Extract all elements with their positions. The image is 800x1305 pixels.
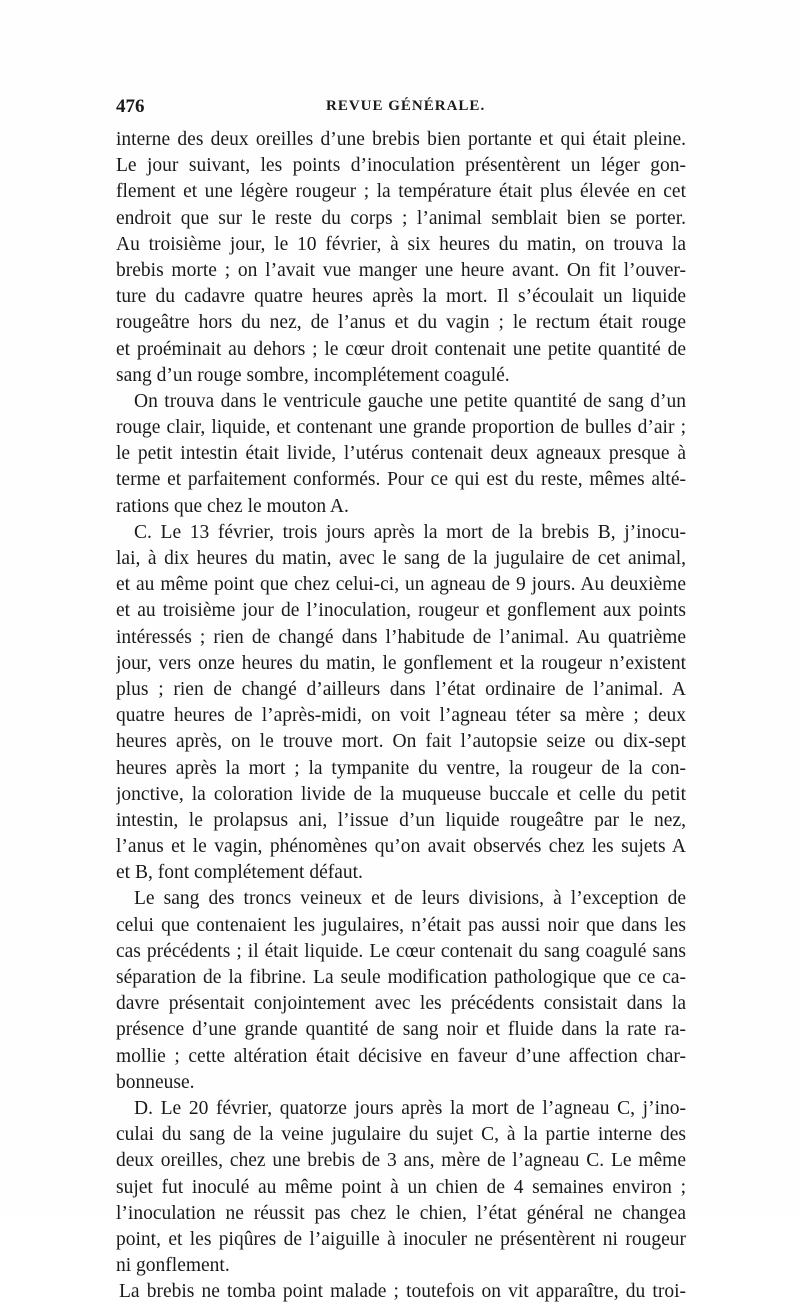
text-line: heures après la mort ; la tympanite du ventre, la rougeur de la con- bbox=[116, 757, 686, 779]
text-line: interne des deux oreilles d’une brebis bien portante et qui était pleine. bbox=[116, 129, 686, 150]
text-line: présence d’une grande quantité de sang noir et fluide dans la rate ra- bbox=[116, 1019, 686, 1041]
text-line: lai, à dix heures du matin, avec le sang de la jugulaire de cet animal, bbox=[116, 548, 686, 569]
page-number: 476 bbox=[116, 96, 145, 117]
text-line: Le sang des troncs veineux et de leurs divisions, à l’exception de bbox=[134, 888, 686, 910]
text-line: deux oreilles, chez une brebis de 3 ans, mère de l’agneau C. Le même bbox=[116, 1150, 686, 1172]
text-line: et B, font complétement défaut. bbox=[116, 862, 363, 884]
text-line: brebis morte ; on l’avait vue manger une heure avant. On fit l’ouver- bbox=[116, 259, 686, 281]
text-line: ni gonflement. bbox=[116, 1255, 230, 1277]
text-line: flement et une légère rougeur ; la température était plus élevée en cet bbox=[116, 181, 686, 203]
text-line: sang d’un rouge sombre, incomplétement coagulé. bbox=[116, 364, 510, 386]
text-line: Le jour suivant, les points d’inoculation présentèrent un léger gon- bbox=[116, 155, 686, 177]
running-head bbox=[116, 96, 686, 122]
text-line: mollie ; cette altération était décisive en faveur d’une affection char- bbox=[116, 1045, 686, 1067]
text-line: On trouva dans le ventricule gauche une petite quantité de sang d’un bbox=[134, 390, 686, 412]
text-line: rougeâtre hors du nez, de l’anus et du vagin ; le rectum était rouge bbox=[116, 312, 686, 334]
text-line: ture du cadavre quatre heures après la mort. Il s’écoulait un liquide bbox=[116, 286, 686, 308]
text-line: rouge clair, liquide, et contenant une grande proportion de bulles d’air ; bbox=[116, 417, 686, 439]
text-line: Au troisième jour, le 10 février, à six heures du matin, on trouva la bbox=[116, 233, 686, 255]
text-line: le petit intestin était livide, l’utérus contenait deux agneaux presque à bbox=[116, 443, 686, 465]
text-line: intéressés ; rien de changé dans l’habitude de l’animal. Au quatrième bbox=[116, 626, 686, 648]
text-line: culai du sang de la veine jugulaire du sujet C, à la partie interne des bbox=[116, 1124, 686, 1146]
text-line: point, et les piqûres de l’aiguille à inoculer ne présentèrent ni rougeur bbox=[116, 1228, 686, 1250]
text-line: terme et parfaitement conformés. Pour ce qui est du reste, mêmes alté- bbox=[116, 469, 686, 491]
text-line: et proéminait au dehors ; le cœur droit contenait une petite quantité de bbox=[116, 338, 686, 360]
text-line: jour, vers onze heures du matin, le gonflement et la rougeur n’existent bbox=[116, 652, 686, 674]
text-line: La brebis ne tomba point malade ; toutefois on vit apparaître, du troi- bbox=[119, 1281, 686, 1303]
body-text bbox=[116, 127, 686, 1305]
text-line: rations que chez le mouton A. bbox=[116, 495, 349, 517]
text-line: bonneuse. bbox=[116, 1071, 195, 1093]
text-line: sujet fut inoculé au même point à un chien de 4 semaines environ ; bbox=[116, 1176, 686, 1198]
text-line: l’anus et le vagin, phénomènes qu’on avait observés chez les sujets A bbox=[116, 836, 686, 858]
text-line: plus ; rien de changé d’ailleurs dans l’état ordinaire de l’animal. A bbox=[116, 678, 686, 700]
text-line: et au même point que chez celui-ci, un agneau de 9 jours. Au deuxième bbox=[116, 574, 686, 596]
text-line: quatre heures de l’après-midi, on voit l’agneau téter sa mère ; deux bbox=[116, 705, 686, 727]
text-line: intestin, le prolapsus ani, l’issue d’un liquide rougeâtre par le nez, bbox=[116, 809, 686, 831]
text-line: heures après, on le trouve mort. On fait l’autopsie seize ou dix-sept bbox=[116, 731, 686, 753]
text-line: séparation de la fibrine. La seule modification pathologique que ce ca- bbox=[116, 967, 686, 988]
text-line: C. Le 13 février, trois jours après la mort de la brebis B, j’inocu- bbox=[134, 521, 686, 543]
text-line: cas précédents ; il était liquide. Le cœur contenait du sang coagulé sans bbox=[116, 940, 686, 962]
text-line: davre présentait conjointement avec les précédents consistait dans la bbox=[116, 993, 686, 1015]
text-line: et au troisième jour de l’inoculation, rougeur et gonflement aux points bbox=[116, 600, 686, 622]
text-line: D. Le 20 février, quatorze jours après la mort de l’agneau C, j’ino- bbox=[134, 1097, 686, 1119]
text-line: jonctive, la coloration livide de la muqueuse buccale et celle du petit bbox=[116, 783, 686, 805]
text-line: l’inoculation ne réussit pas chez le chien, l’état général ne changea bbox=[116, 1202, 686, 1224]
running-title: REVUE GÉNÉRALE. bbox=[326, 98, 486, 114]
text-line: celui que contenaient les jugulaires, n’était pas aussi noir que dans les bbox=[116, 914, 686, 936]
text-line: endroit que sur le reste du corps ; l’animal semblait bien se porter. bbox=[116, 207, 686, 229]
